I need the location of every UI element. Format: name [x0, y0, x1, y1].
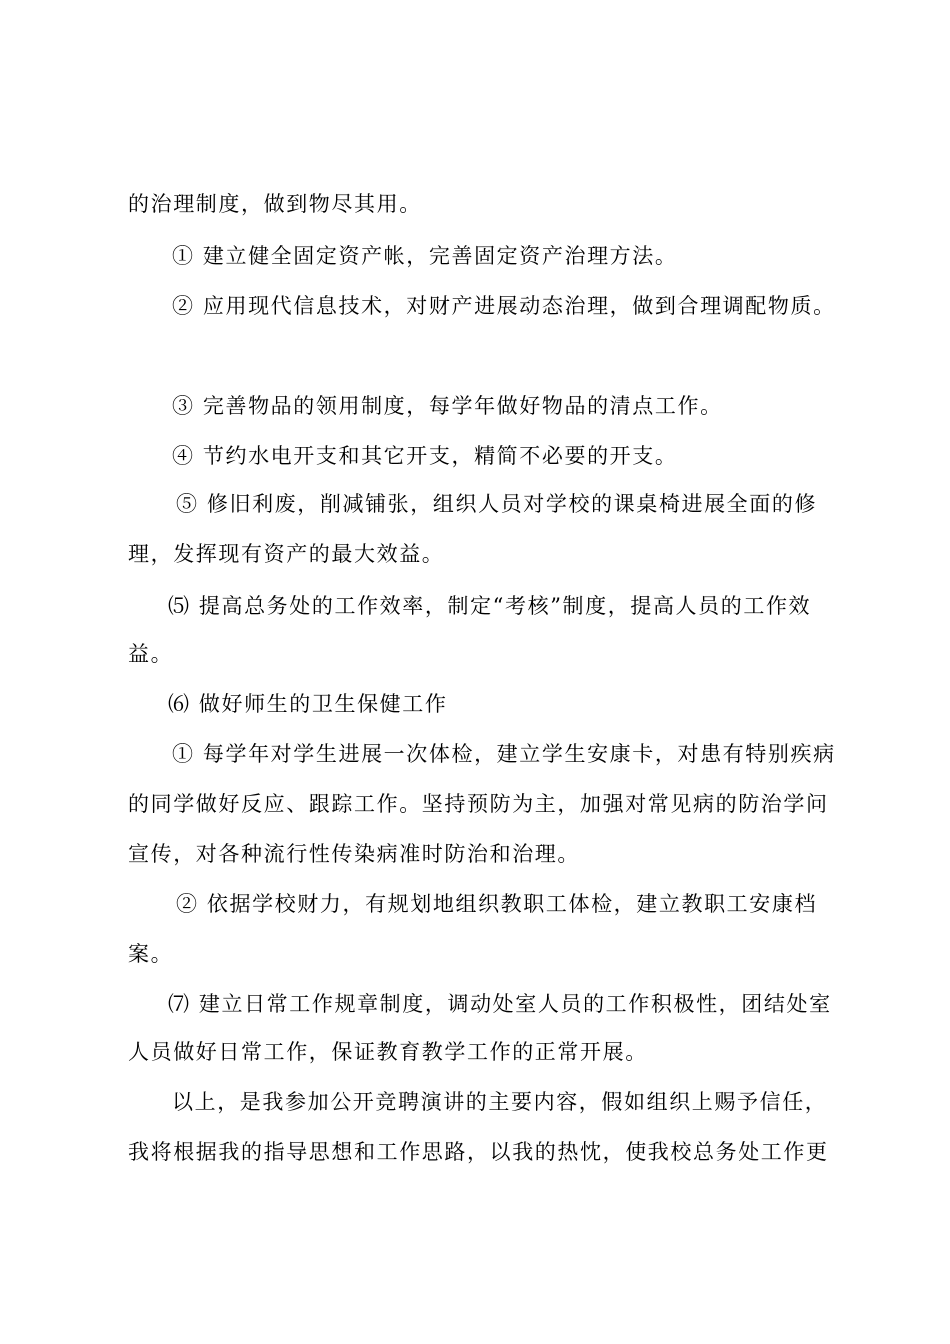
text-line: ③ 完善物品的领用制度，每学年做好物品的清点工作。 [172, 394, 723, 418]
text-line: ④ 节约水电开支和其它开支，精简不必要的开支。 [172, 444, 678, 468]
text-line: 我将根据我的指导思想和工作思路，以我的热忱，使我校总务处工作更 [128, 1140, 829, 1164]
text-line: 的治理制度，做到物尽其用。 [128, 192, 422, 216]
text-line: 宣传，对各种流行性传染病准时防治和治理。 [128, 842, 580, 866]
text-line: 以上，是我参加公开竞聘演讲的主要内容，假如组织上赐予信任， [172, 1090, 828, 1114]
text-line: 案。 [128, 942, 174, 966]
text-line: ⑸ 提高总务处的工作效率，制定“考核”制度，提高人员的工作效 [168, 594, 812, 618]
text-line: 人员做好日常工作，保证教育教学工作的正常开展。 [128, 1040, 648, 1064]
text-line: ① 每学年对学生进展一次体检，建立学生安康卡，对患有特别疾病 [172, 742, 836, 766]
text-line: ⑺ 建立日常工作规章制度，调动处室人员的工作积极性，团结处室 [168, 992, 832, 1016]
text-line: 理，发挥现有资产的最大效益。 [128, 542, 445, 566]
text-line: ② 应用现代信息技术，对财产进展动态治理，做到合理调配物质。 [172, 294, 836, 318]
text-line: ② 依据学校财力，有规划地组织教职工体检，建立教职工安康档 [176, 892, 818, 916]
text-line: 益。 [128, 642, 174, 666]
text-line: ① 建立健全固定资产帐，完善固定资产治理方法。 [172, 244, 678, 268]
text-line: ⑤ 修旧利废，削减铺张，组织人员对学校的课桌椅进展全面的修 [176, 492, 818, 516]
text-line: 的同学做好反应、跟踪工作。坚持预防为主，加强对常见病的防治学问 [128, 792, 829, 816]
text-line: ⑹ 做好师生的卫生保健工作 [168, 692, 448, 716]
